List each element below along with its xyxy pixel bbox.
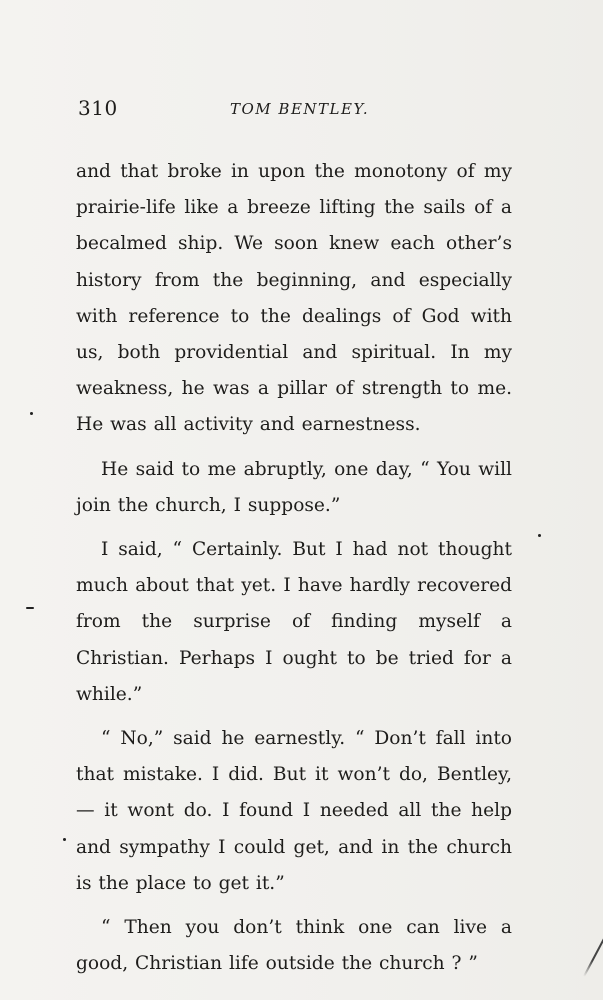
ink-speck (30, 412, 33, 415)
body-text (76, 154, 512, 982)
paragraph: “ No,” said he earnestly. “ Don’t fall into that mistake. I did. But it won’t do, Bentley, — it wont do. I found I needed all the help and sympathy I could get, and in the church is the place to get it.” (76, 728, 512, 894)
page-header (78, 96, 510, 126)
paragraph: He said to me abruptly, one day, “ You will join the church, I suppose.” (76, 458, 512, 516)
paragraph: I said, “ Certainly. But I had not thought much about that yet. I have hardly recovered from the surprise of finding myself a Christian. Perhaps I ought to be tried for a while.” (76, 539, 512, 705)
paragraph: and that broke in upon the monotony of my prairie-life like a breeze lifting the sails of a becalmed ship. We soon knew each other’s history from the beginning, and especially with reference to the dealings of God with us, both providential and spiritual. In my weakness, he was a pillar of strength to me. He was all activity and earnestness. (76, 161, 512, 436)
ink-speck (63, 838, 66, 841)
ink-speck (538, 534, 541, 537)
page-number: 310 (78, 96, 118, 120)
page-edge-mark (583, 923, 603, 977)
running-head: TOM BENTLEY. (230, 100, 370, 118)
ink-speck (26, 607, 34, 609)
paragraph: “ Then you don’t think one can live a good, Christian life outside the church ? ” (76, 917, 512, 975)
